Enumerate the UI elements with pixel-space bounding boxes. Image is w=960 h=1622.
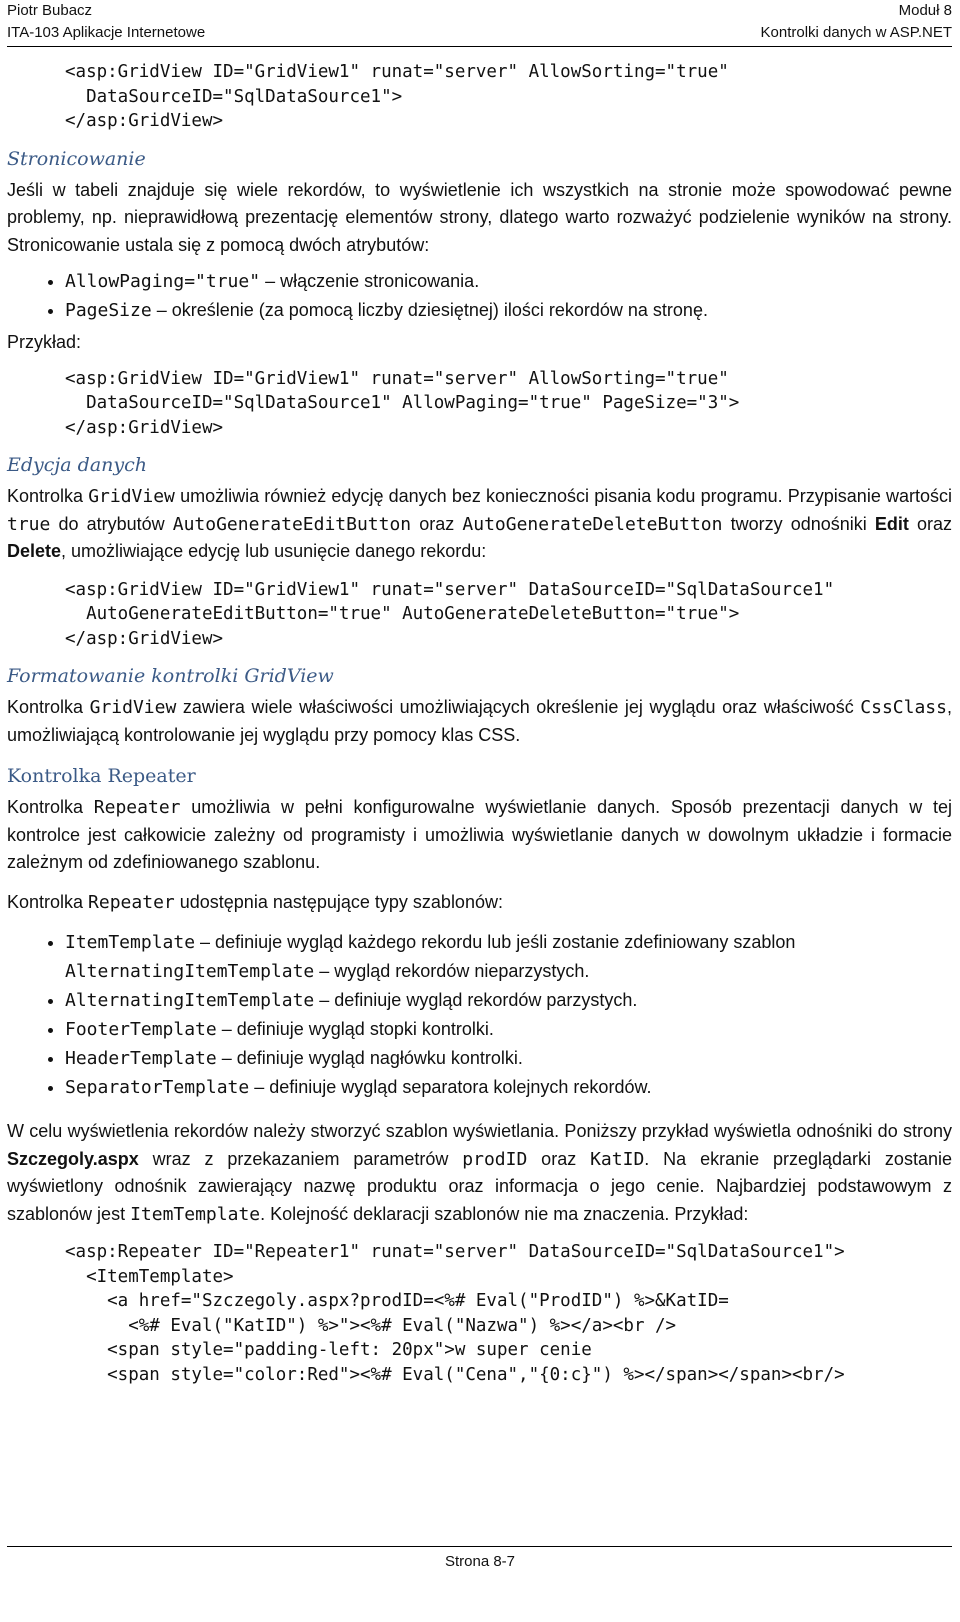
text: umożliwia w pełni konfigurowalne wyświetlanie danych. Sposób prezentacji danych w tej kontrolce jest całkowicie zależny od programisty i umożliwia wyświetlanie danych w dowolnym układzie i formacie zależnym od zdefiniowanego szablonu. <box>7 797 953 872</box>
spacer <box>7 566 952 578</box>
inline-code: GridView <box>88 486 175 507</box>
heading-stronicowanie: Stronicowanie <box>7 147 146 170</box>
page-number: Strona 8-7 <box>444 1553 516 1570</box>
bold-text: Edit <box>874 513 909 534</box>
inline-code: AllowPaging="true" <box>65 271 261 292</box>
spacer <box>7 1228 952 1240</box>
spacer <box>7 877 952 889</box>
heading-repeater: Kontrolka Repeater <box>7 765 196 787</box>
text: tworzy odnośniki <box>722 513 875 534</box>
inline-code: AlternatingItemTemplate <box>65 961 315 982</box>
header-module: Moduł 8 <box>898 2 952 19</box>
list-item-text: – włączenie stronicowania. <box>260 271 480 291</box>
inline-code: AlternatingItemTemplate <box>65 990 315 1011</box>
inline-code: ItemTemplate <box>130 1203 261 1225</box>
text: wraz z przekazaniem parametrów <box>138 1148 463 1169</box>
bold-text: Delete <box>7 541 62 561</box>
paragraph-edycja <box>7 483 952 566</box>
list-item-text: – definiuje wygląd nagłówku kontrolki. <box>216 1048 523 1068</box>
text: oraz <box>527 1148 591 1169</box>
paragraph-repeater-intro <box>7 794 952 877</box>
heading-formatowanie: Formatowanie kontrolki GridView <box>7 665 334 687</box>
list-item <box>65 296 952 325</box>
text: oraz <box>908 513 952 534</box>
text: Kontrolka <box>7 797 94 817</box>
text: Kontrolka <box>7 486 89 506</box>
inline-code: AutoGenerateEditButton <box>172 513 412 535</box>
text: . Na ekranie przeglądarki zostanie wyświetlony odnośnik zawierający nazwę produktu oraz informacja o jego cenie. Najbardziej podstawowym z szablonów jest <box>7 1148 952 1224</box>
list-item-text: – wygląd rekordów nieparzystych. <box>314 961 590 981</box>
text: umożliwia również edycję danych bez konieczności pisania kodu programu. Przypisanie wartości <box>174 486 952 506</box>
list-item-text: – definiuje wygląd rekordów parzystych. <box>314 990 638 1010</box>
header-left <box>7 0 205 44</box>
header-course: ITA-103 Aplikacje Internetowe <box>7 24 206 41</box>
code-block-gridview-paging: <asp:GridView ID="GridView1" runat="server" AllowSorting="true" DataSourceID="SqlDataSource1" AllowPaging="true" PageSize="3"> </asp:GridView> <box>65 368 740 438</box>
header-author: Piotr Bubacz <box>7 2 93 19</box>
inline-code: prodID <box>462 1148 528 1170</box>
list-item-text: – określenie (za pomocą liczby dziesiętnej) ilości rekordów na stronę. <box>151 300 708 320</box>
list-repeater-templates <box>7 928 952 1102</box>
list-item-text: – definiuje wygląd separatora kolejnych rekordów. <box>249 1077 652 1097</box>
spacer <box>7 1106 952 1118</box>
header-divider <box>7 46 952 47</box>
inline-code: HeaderTemplate <box>65 1048 217 1069</box>
inline-code: GridView <box>89 697 177 718</box>
footer-divider <box>7 1546 952 1547</box>
example-label: Przykład: <box>7 332 82 352</box>
list-item <box>65 1044 952 1073</box>
list-item <box>65 928 952 986</box>
code-block-gridview-sorting: <asp:GridView ID="GridView1" runat="server" AllowSorting="true" DataSourceID="SqlDataSource1"> </asp:GridView> <box>65 62 729 131</box>
header-module-title: Kontrolki danych w ASP.NET <box>760 24 952 41</box>
inline-code: true <box>7 513 51 535</box>
text: zawiera wiele właściwości umożliwiających określenie jej wyglądu oraz właściwość <box>176 697 861 717</box>
bold-text: Szczegoly.aspx <box>7 1148 139 1169</box>
header-right <box>761 0 952 44</box>
inline-code: CssClass <box>860 697 947 718</box>
text: Kontrolka <box>7 891 89 912</box>
code-block-gridview-edit: <asp:GridView ID="GridView1" runat="server" DataSourceID="SqlDataSource1" AutoGenerateEditButton="true" AutoGenerateDeleteButton="true"> </asp:GridView> <box>65 579 835 649</box>
inline-code: FooterTemplate <box>65 1019 217 1040</box>
list-item <box>65 986 952 1015</box>
text: W celu wyświetlenia rekordów należy stworzyć szablon wyświetlania. Poniższy przykład wyświetla odnośniki do strony <box>7 1121 952 1141</box>
paragraph-repeater-templates <box>7 889 952 917</box>
text: . Kolejność deklaracji szablonów nie ma znaczenia. Przykład: <box>260 1203 749 1224</box>
inline-code: Repeater <box>93 797 181 818</box>
text: do atrybutów <box>50 513 173 534</box>
list-item <box>65 1015 952 1044</box>
heading-edycja-danych: Edycja danych <box>7 454 148 476</box>
list-item-text: – definiuje wygląd stopki kontrolki. <box>216 1019 494 1039</box>
list-item-text: – definiuje wygląd każdego rekordu lub jeśli zostanie zdefiniowany szablon <box>195 932 796 952</box>
list-item <box>65 1073 952 1102</box>
text: , umożliwiające edycję lub usunięcie danego rekordu: <box>61 541 487 561</box>
code-block-repeater: <asp:Repeater ID="Repeater1" runat="server" DataSourceID="SqlDataSource1"> <ItemTemplate> <a href="Szczegoly.aspx?prodID=<%# Eval("ProdID") %>&KatID= <%# Eval("KatID") %>"><%# Eval("Nazwa") %></a><br /> <span style="padding-left: 20px">w super cenie <span style="color:Red"><%# Eval("Cena","{0:c}") %></span></span><br/> <box>65 1242 845 1385</box>
paragraph-stronicowanie: Jeśli w tabeli znajduje się wiele rekordów, to wyświetlenie ich wszystkich na stronie może spowodować pewne problemy, np. nieprawidłową prezentację elementów strony, dlatego warto rozważyć podzielenie wyników na strony. Stronicowanie ustala się z pomocą dwóch atrybutów: <box>7 179 952 255</box>
inline-code: SeparatorTemplate <box>65 1077 250 1098</box>
text: Kontrolka <box>7 697 90 717</box>
list-paging-attributes <box>7 267 952 325</box>
page-content <box>7 60 952 1387</box>
inline-code: Repeater <box>88 891 175 913</box>
inline-code: AutoGenerateDeleteButton <box>462 513 723 535</box>
paragraph-repeater-example <box>7 1118 952 1228</box>
inline-code: PageSize <box>65 300 152 321</box>
text: udostępnia następujące typy szablonów: <box>174 891 503 912</box>
inline-code: ItemTemplate <box>65 932 196 953</box>
text: oraz <box>411 513 463 534</box>
inline-code: KatID <box>590 1148 645 1170</box>
list-item <box>65 267 952 296</box>
paragraph-formatowanie <box>7 694 952 749</box>
text: , umożliwiającą kontrolowanie jej wyglądu przy pomocy klas CSS. <box>7 697 952 745</box>
